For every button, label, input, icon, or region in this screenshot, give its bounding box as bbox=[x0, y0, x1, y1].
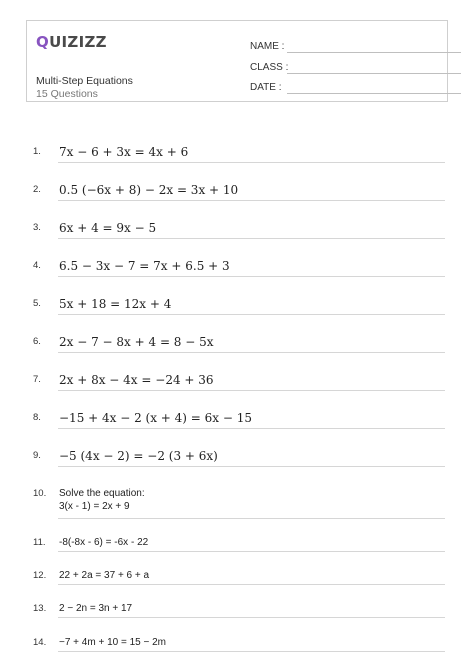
question-text: 2 − 2n = 3n + 17 bbox=[59, 603, 133, 614]
question-item bbox=[33, 184, 445, 208]
question-item bbox=[33, 603, 445, 627]
question-text: 2x − 7 − 8x + 4 = 8 − 5x bbox=[59, 335, 214, 349]
question-number: 2. bbox=[33, 184, 41, 195]
question-item bbox=[33, 298, 445, 322]
question-text: 2x + 8x − 4x = −24 + 36 bbox=[59, 373, 214, 387]
question-number: 7. bbox=[33, 374, 41, 385]
answer-line[interactable] bbox=[58, 314, 445, 315]
question-number: 14. bbox=[33, 637, 47, 648]
question-text: -8(-8x - 6) = -6x - 22 bbox=[59, 537, 149, 548]
class-field[interactable] bbox=[250, 62, 288, 73]
answer-line[interactable] bbox=[58, 352, 445, 353]
answer-line[interactable] bbox=[58, 162, 445, 163]
date-label: DATE : bbox=[250, 82, 282, 93]
answer-line[interactable] bbox=[58, 518, 445, 519]
question-text: −5 (4x − 2) = −2 (3 + 6x) bbox=[59, 449, 218, 463]
name-label: NAME : bbox=[250, 41, 285, 52]
question-item bbox=[33, 222, 445, 246]
answer-line[interactable] bbox=[58, 466, 445, 467]
class-line[interactable] bbox=[287, 73, 461, 74]
question-number: 8. bbox=[33, 412, 41, 423]
answer-line[interactable] bbox=[58, 238, 445, 239]
question-item bbox=[33, 146, 445, 170]
class-label: CLASS : bbox=[250, 62, 289, 73]
question-text: 7x − 6 + 3x = 4x + 6 bbox=[59, 145, 189, 159]
answer-line[interactable] bbox=[58, 200, 445, 201]
question-number: 10. bbox=[33, 488, 47, 499]
answer-line[interactable] bbox=[58, 551, 445, 552]
question-text: 6.5 − 3x − 7 = 7x + 6.5 + 3 bbox=[59, 259, 230, 273]
question-number: 1. bbox=[33, 146, 41, 157]
question-text: 5x + 18 = 12x + 4 bbox=[59, 297, 172, 311]
logo-text: UIZIZZ bbox=[49, 33, 107, 51]
question-item bbox=[33, 260, 445, 284]
question-text: 6x + 4 = 9x − 5 bbox=[59, 221, 157, 235]
question-item bbox=[33, 412, 445, 436]
date-field[interactable] bbox=[250, 82, 281, 93]
question-item bbox=[33, 374, 445, 398]
date-line[interactable] bbox=[287, 93, 461, 94]
quizizz-logo: QUIZIZZ bbox=[36, 33, 107, 51]
name-field[interactable] bbox=[250, 41, 284, 52]
answer-line[interactable] bbox=[58, 651, 445, 652]
worksheet-title: Multi-Step Equations bbox=[36, 75, 133, 87]
question-item bbox=[33, 488, 445, 512]
question-item bbox=[33, 537, 445, 561]
question-number: 4. bbox=[33, 260, 41, 271]
question-text: 22 + 2a = 37 + 6 + a bbox=[59, 570, 150, 581]
answer-line[interactable] bbox=[58, 617, 445, 618]
question-text: Solve the equation: bbox=[59, 488, 145, 499]
question-item bbox=[33, 450, 445, 474]
question-number: 3. bbox=[33, 222, 41, 233]
question-number: 12. bbox=[33, 570, 47, 581]
question-item bbox=[33, 570, 445, 594]
question-equation: 3(x - 1) = 2x + 9 bbox=[59, 501, 130, 512]
question-number: 13. bbox=[33, 603, 47, 614]
worksheet-header bbox=[26, 20, 448, 102]
question-text: −15 + 4x − 2 (x + 4) = 6x − 15 bbox=[59, 411, 253, 425]
question-count: 15 Questions bbox=[36, 88, 98, 100]
question-number: 6. bbox=[33, 336, 41, 347]
answer-line[interactable] bbox=[58, 428, 445, 429]
question-item bbox=[33, 336, 445, 360]
question-text: −7 + 4m + 10 = 15 − 2m bbox=[59, 637, 167, 648]
answer-line[interactable] bbox=[58, 584, 445, 585]
question-text: 0.5 (−6x + 8) − 2x = 3x + 10 bbox=[59, 183, 239, 197]
name-line[interactable] bbox=[287, 52, 461, 53]
question-number: 5. bbox=[33, 298, 41, 309]
answer-line[interactable] bbox=[58, 276, 445, 277]
question-item bbox=[33, 637, 445, 661]
answer-line[interactable] bbox=[58, 390, 445, 391]
question-number: 9. bbox=[33, 450, 41, 461]
question-number: 11. bbox=[33, 537, 46, 548]
